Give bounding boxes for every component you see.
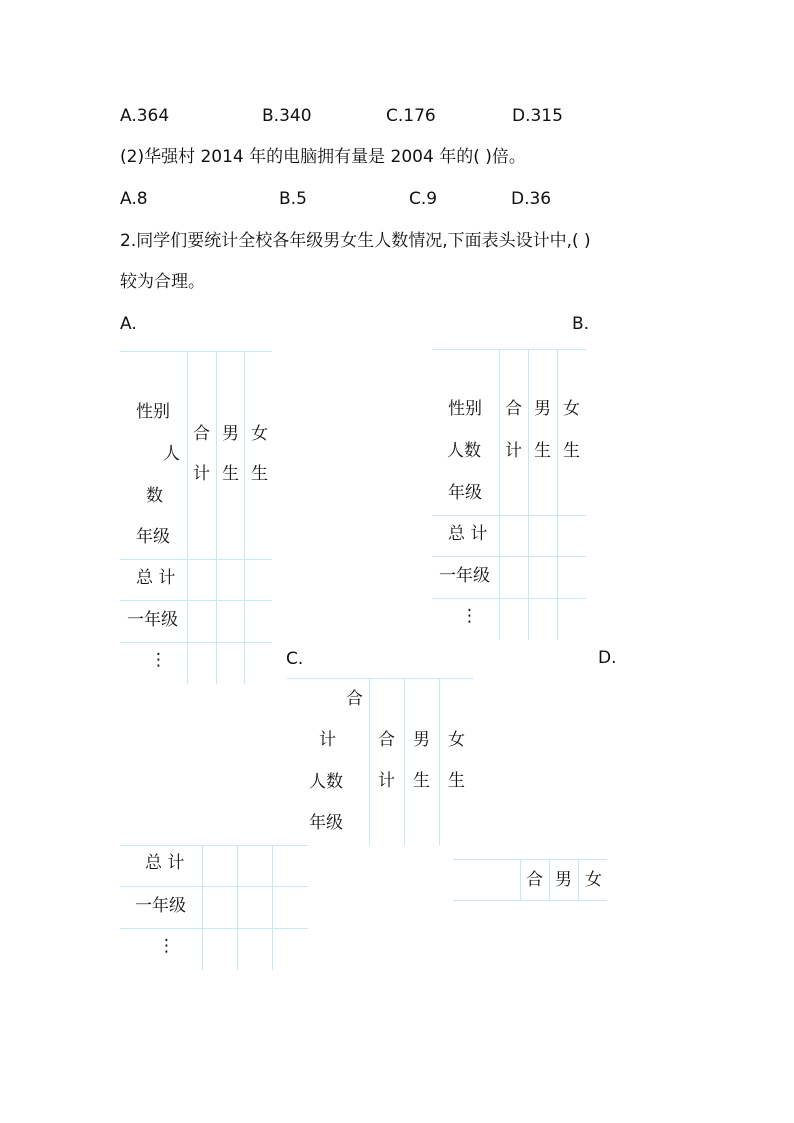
table-d-col-total: 合 [526,870,543,890]
option-c-176: C.176 [386,106,436,126]
table-b-col-total: 合 [505,399,522,419]
question-2-line-2: 较为合理。 [120,272,205,292]
table-a-header-line: 数 [146,486,163,506]
table-c-row-label: ⋮ [158,936,175,956]
table-b-col-male: 生 [534,441,551,461]
table-a-col-female: 女 [251,424,268,444]
option-b-340: B.340 [262,106,312,126]
table-b-header-line: 人数 [447,441,481,461]
table-a-header-line: 人 [163,444,180,464]
option-b-5: B.5 [279,189,307,209]
table-c-header-line: 合 [346,689,363,709]
table-b-col-female: 女 [563,399,580,419]
option-d-36: D.36 [511,189,552,209]
table-b-header-line: 性别 [448,399,482,419]
table-a-col-female: 生 [251,464,268,484]
table-c-col-total: 合 [378,730,395,750]
table-b-col-female: 生 [563,441,580,461]
option-c-9: C.9 [409,189,438,209]
table-a-col-total: 计 [193,464,210,484]
table-d-col-female: 女 [585,870,602,890]
table-c-col-female: 生 [448,771,465,791]
table-b-col-total: 计 [505,441,522,461]
table-a-col-male: 男 [222,424,239,444]
table-c-header-line: 年级 [309,813,343,833]
table-c-header-line: 人数 [309,772,343,792]
table-a-row-label: ⋮ [150,650,167,670]
option-a-364: A.364 [120,106,170,126]
table-c-row-label: 一年级 [135,896,186,916]
table-a-row-label: 总 计 [136,568,176,588]
table-d-col-male: 男 [555,870,572,890]
question-2-line-1: 2.同学们要统计全校各年级男女生人数情况,下面表头设计中,( ) [120,231,591,251]
table-c-col-female: 女 [448,730,465,750]
table-b-header-line: 年级 [448,483,482,503]
table-a-row-label: 一年级 [127,610,178,630]
option-label-d: D. [598,648,617,668]
option-label-b: B. [572,314,590,334]
table-c-col-total: 计 [378,771,395,791]
table-b-col-male: 男 [534,399,551,419]
sub-question-2: (2)华强村 2014 年的电脑拥有量是 2004 年的( )倍。 [120,147,526,167]
option-d-315: D.315 [512,106,563,126]
table-c-col-male: 生 [413,771,430,791]
option-a-8: A.8 [120,189,148,209]
table-c-header-line: 计 [319,730,336,750]
table-a-header-line: 性别 [136,402,170,422]
table-a-col-male: 生 [222,464,239,484]
option-label-c: C. [286,649,304,669]
table-b-row-label: 总 计 [448,524,488,544]
table-c-row-label: 总 计 [145,853,185,873]
table-b-row-label: 一年级 [439,566,490,586]
table-a-header-line: 年级 [136,527,170,547]
table-c-col-male: 男 [413,730,430,750]
option-label-a: A. [120,314,137,334]
table-a-col-total: 合 [193,424,210,444]
table-b-row-label: ⋮ [461,606,478,626]
